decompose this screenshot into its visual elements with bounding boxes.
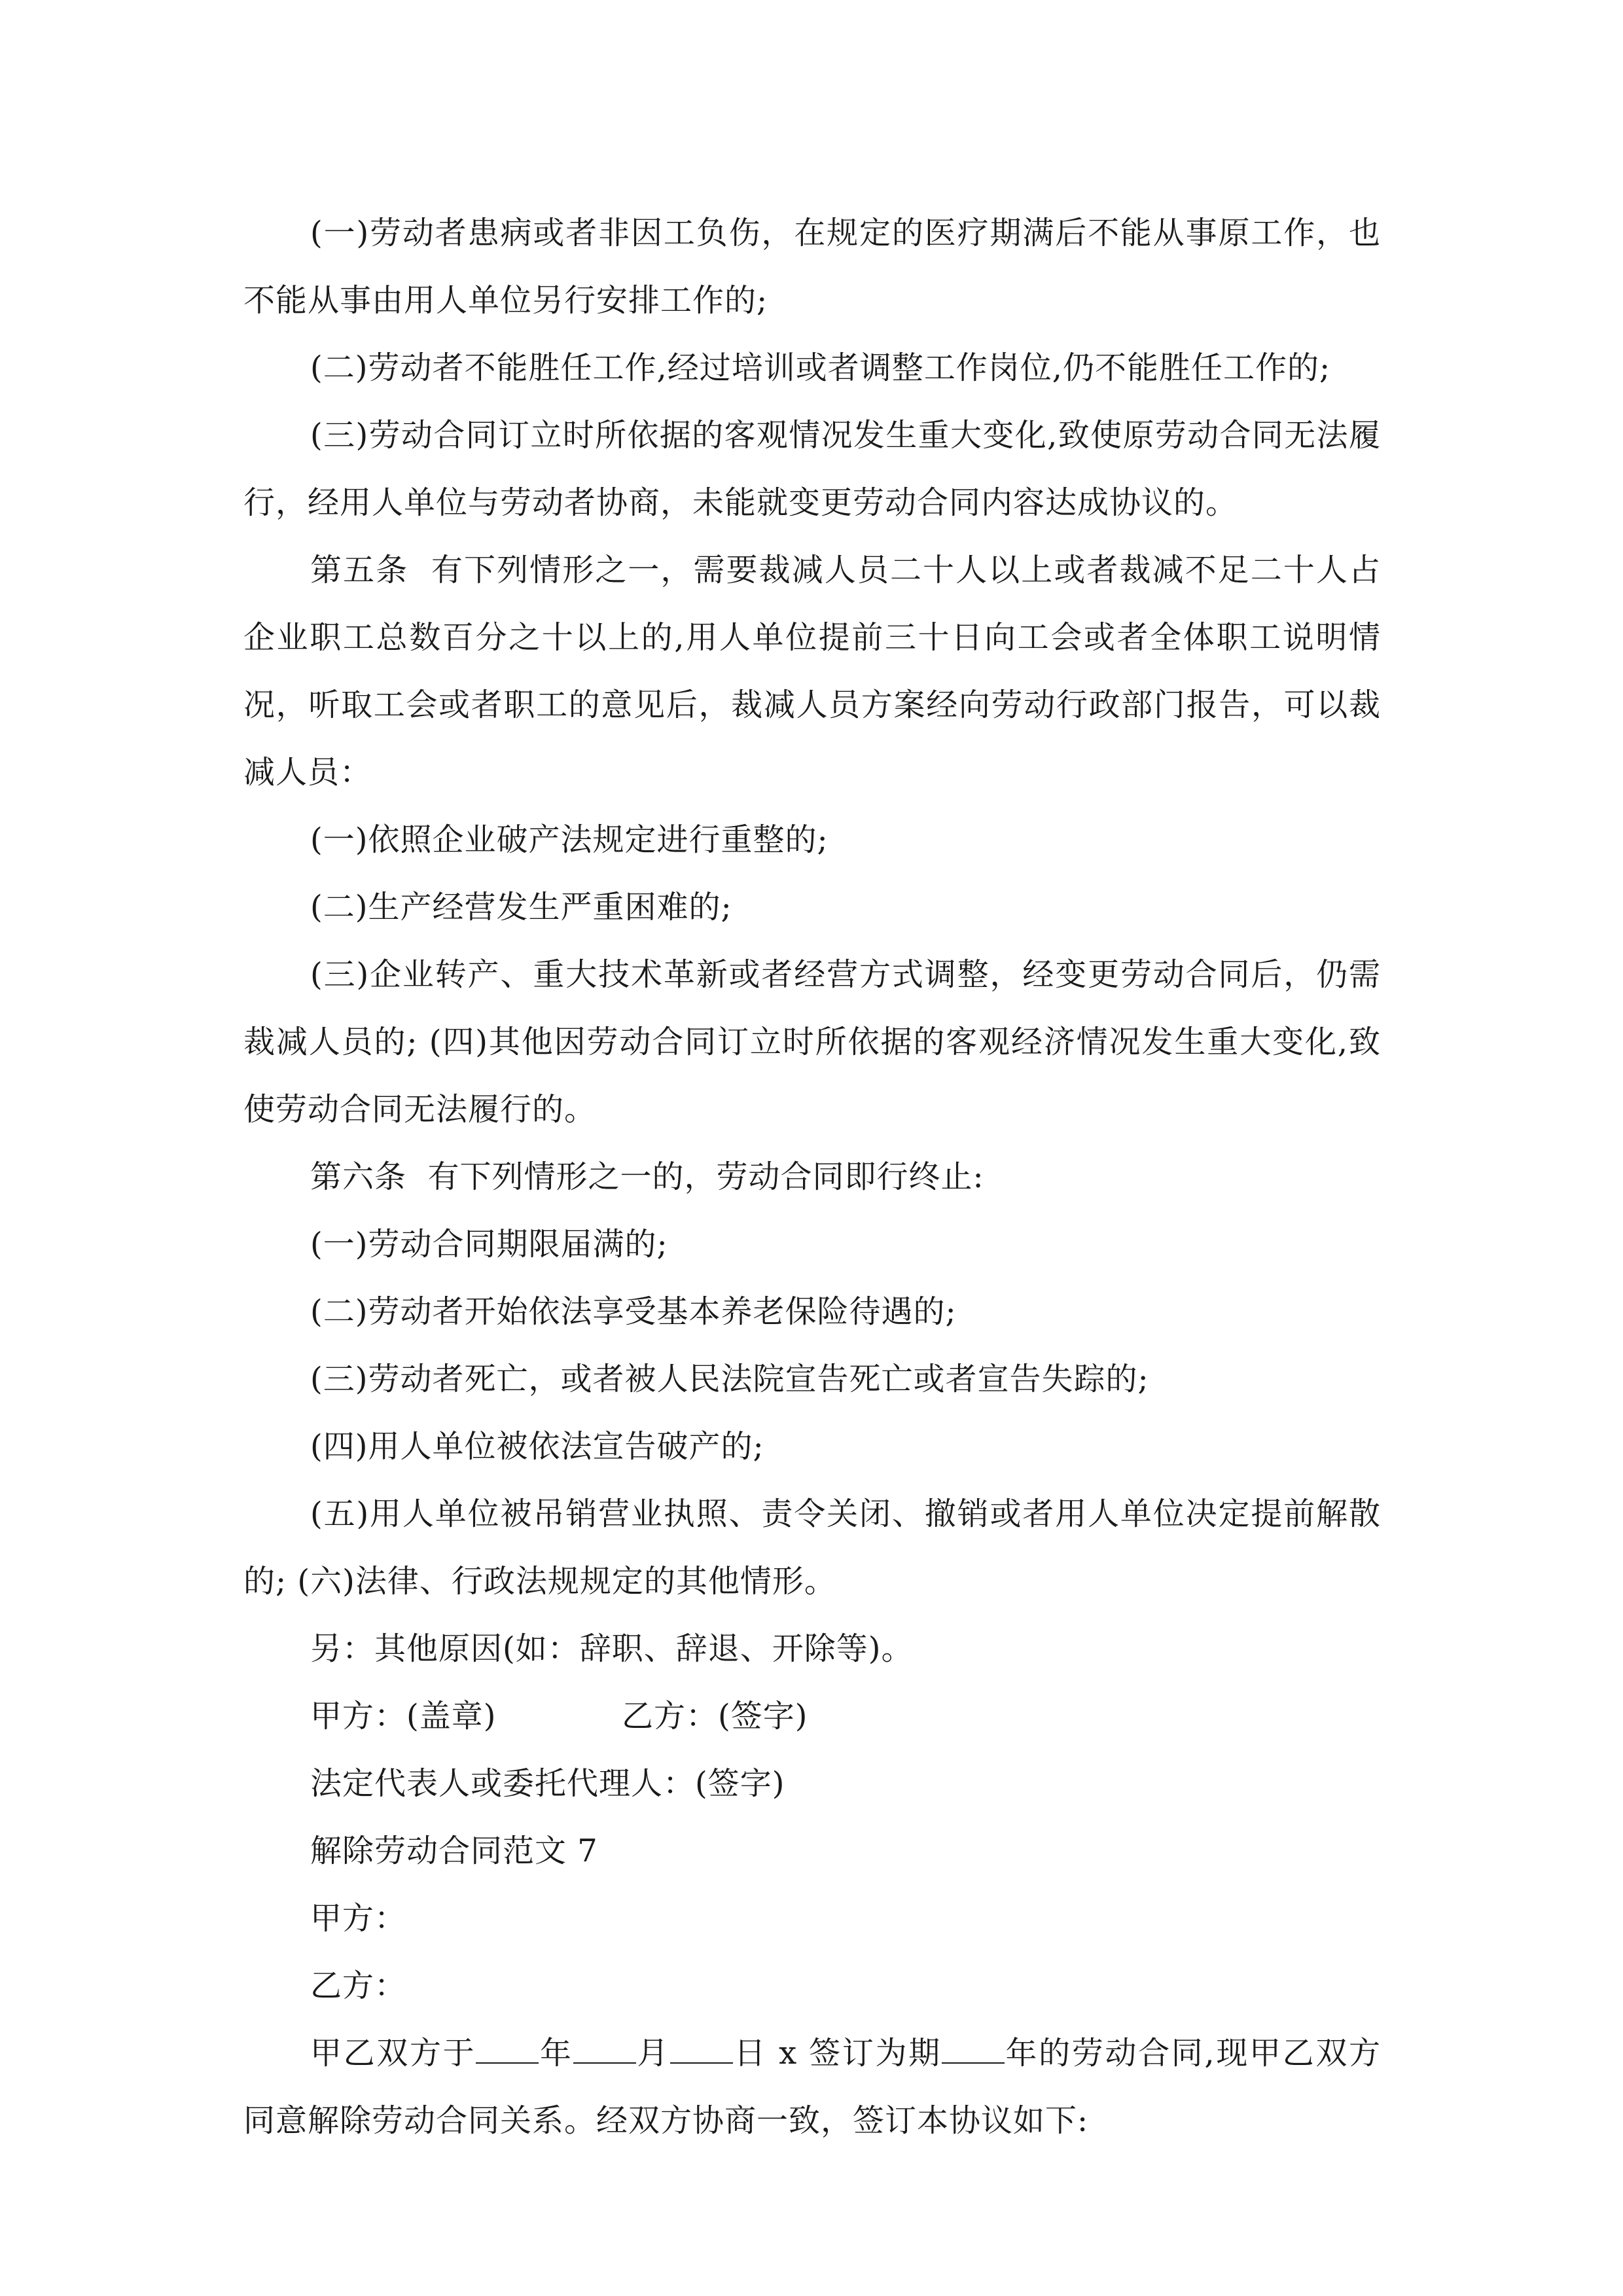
party-b-label: 乙方： [310,1967,407,2004]
day-blank [670,2036,733,2064]
party-a-label: 甲方： [310,1900,407,1937]
agreement-text-end: 年的劳动合同,现甲乙双方同意解除劳动合同关系。经双方协商一致，签订本协议如下: [243,2035,1381,2139]
clause-paragraph: (二)劳动者开始依法享受基本养老保险待遇的; [310,1293,957,1330]
clause-paragraph: (三)劳动者死亡，或者被人民法院宣告死亡或者宣告失踪的; [310,1361,1149,1397]
article-paragraph: 第五条 有下列情形之一，需要裁减人员二十人以上或者裁减不足二十人占企业职工总数百分之十以上的,用人单位提前三十日向工会或者全体职工说明情况，听取工会或者职工的意见后，裁减人员方案经向劳动行政部门报告，可以裁减人员： [243,552,1381,791]
clause-paragraph: (三)企业转产、重大技术革新或者经营方式调整，经变更劳动合同后，仍需裁减人员的; (四)其他因劳动合同订立时所依据的客观经济情况发生重大变化,致使劳动合同无法履行的。 [243,956,1381,1128]
month-blank [573,2036,636,2064]
note-paragraph: 另：其他原因(如：辞职、辞退、开除等)。 [310,1630,914,1667]
clause-paragraph: (四)用人单位被依法宣告破产的; [310,1428,764,1465]
section-title: 解除劳动合同范文 7 [310,1833,598,1869]
year-label: 年 [539,2035,573,2072]
representative-line: 法定代表人或委托代理人：(签字) [310,1765,785,1802]
clause-paragraph: (五)用人单位被吊销营业执照、责令关闭、撤销或者用人单位决定提前解散的; (六)法律、行政法规规定的其他情形。 [243,1496,1381,1600]
clause-paragraph: (二)劳动者不能胜任工作,经过培训或者调整工作岗位,仍不能胜任工作的; [310,350,1331,386]
clause-paragraph: (一)依照企业破产法规定进行重整的; [310,821,829,858]
party-a-signature: 甲方：(盖章) [310,1698,497,1734]
year-blank [476,2036,539,2064]
month-label: 月 [635,2035,670,2072]
clause-paragraph: (一)劳动者患病或者非因工负伤，在规定的医疗期满后不能从事原工作，也不能从事由用人单位另行安排工作的; [243,215,1381,319]
signature-row [243,1683,1381,1750]
day-label: 日 x 签订为期 [732,2035,942,2072]
agreement-text-start: 甲乙双方于 [310,2035,476,2072]
agreement-paragraph [243,2020,1381,2155]
party-b-signature: 乙方：(签字) [622,1698,808,1734]
clause-paragraph: (二)生产经营发生严重困难的; [310,889,732,925]
clause-paragraph: (三)劳动合同订立时所依据的客观情况发生重大变化,致使原劳动合同无法履行，经用人单位与劳动者协商，未能就变更劳动合同内容达成协议的。 [243,417,1381,521]
clause-paragraph: (一)劳动合同期限届满的; [310,1226,668,1263]
article-paragraph: 第六条 有下列情形之一的，劳动合同即行终止: [310,1158,984,1195]
term-blank [942,2036,1005,2064]
document-body [243,200,1381,2155]
